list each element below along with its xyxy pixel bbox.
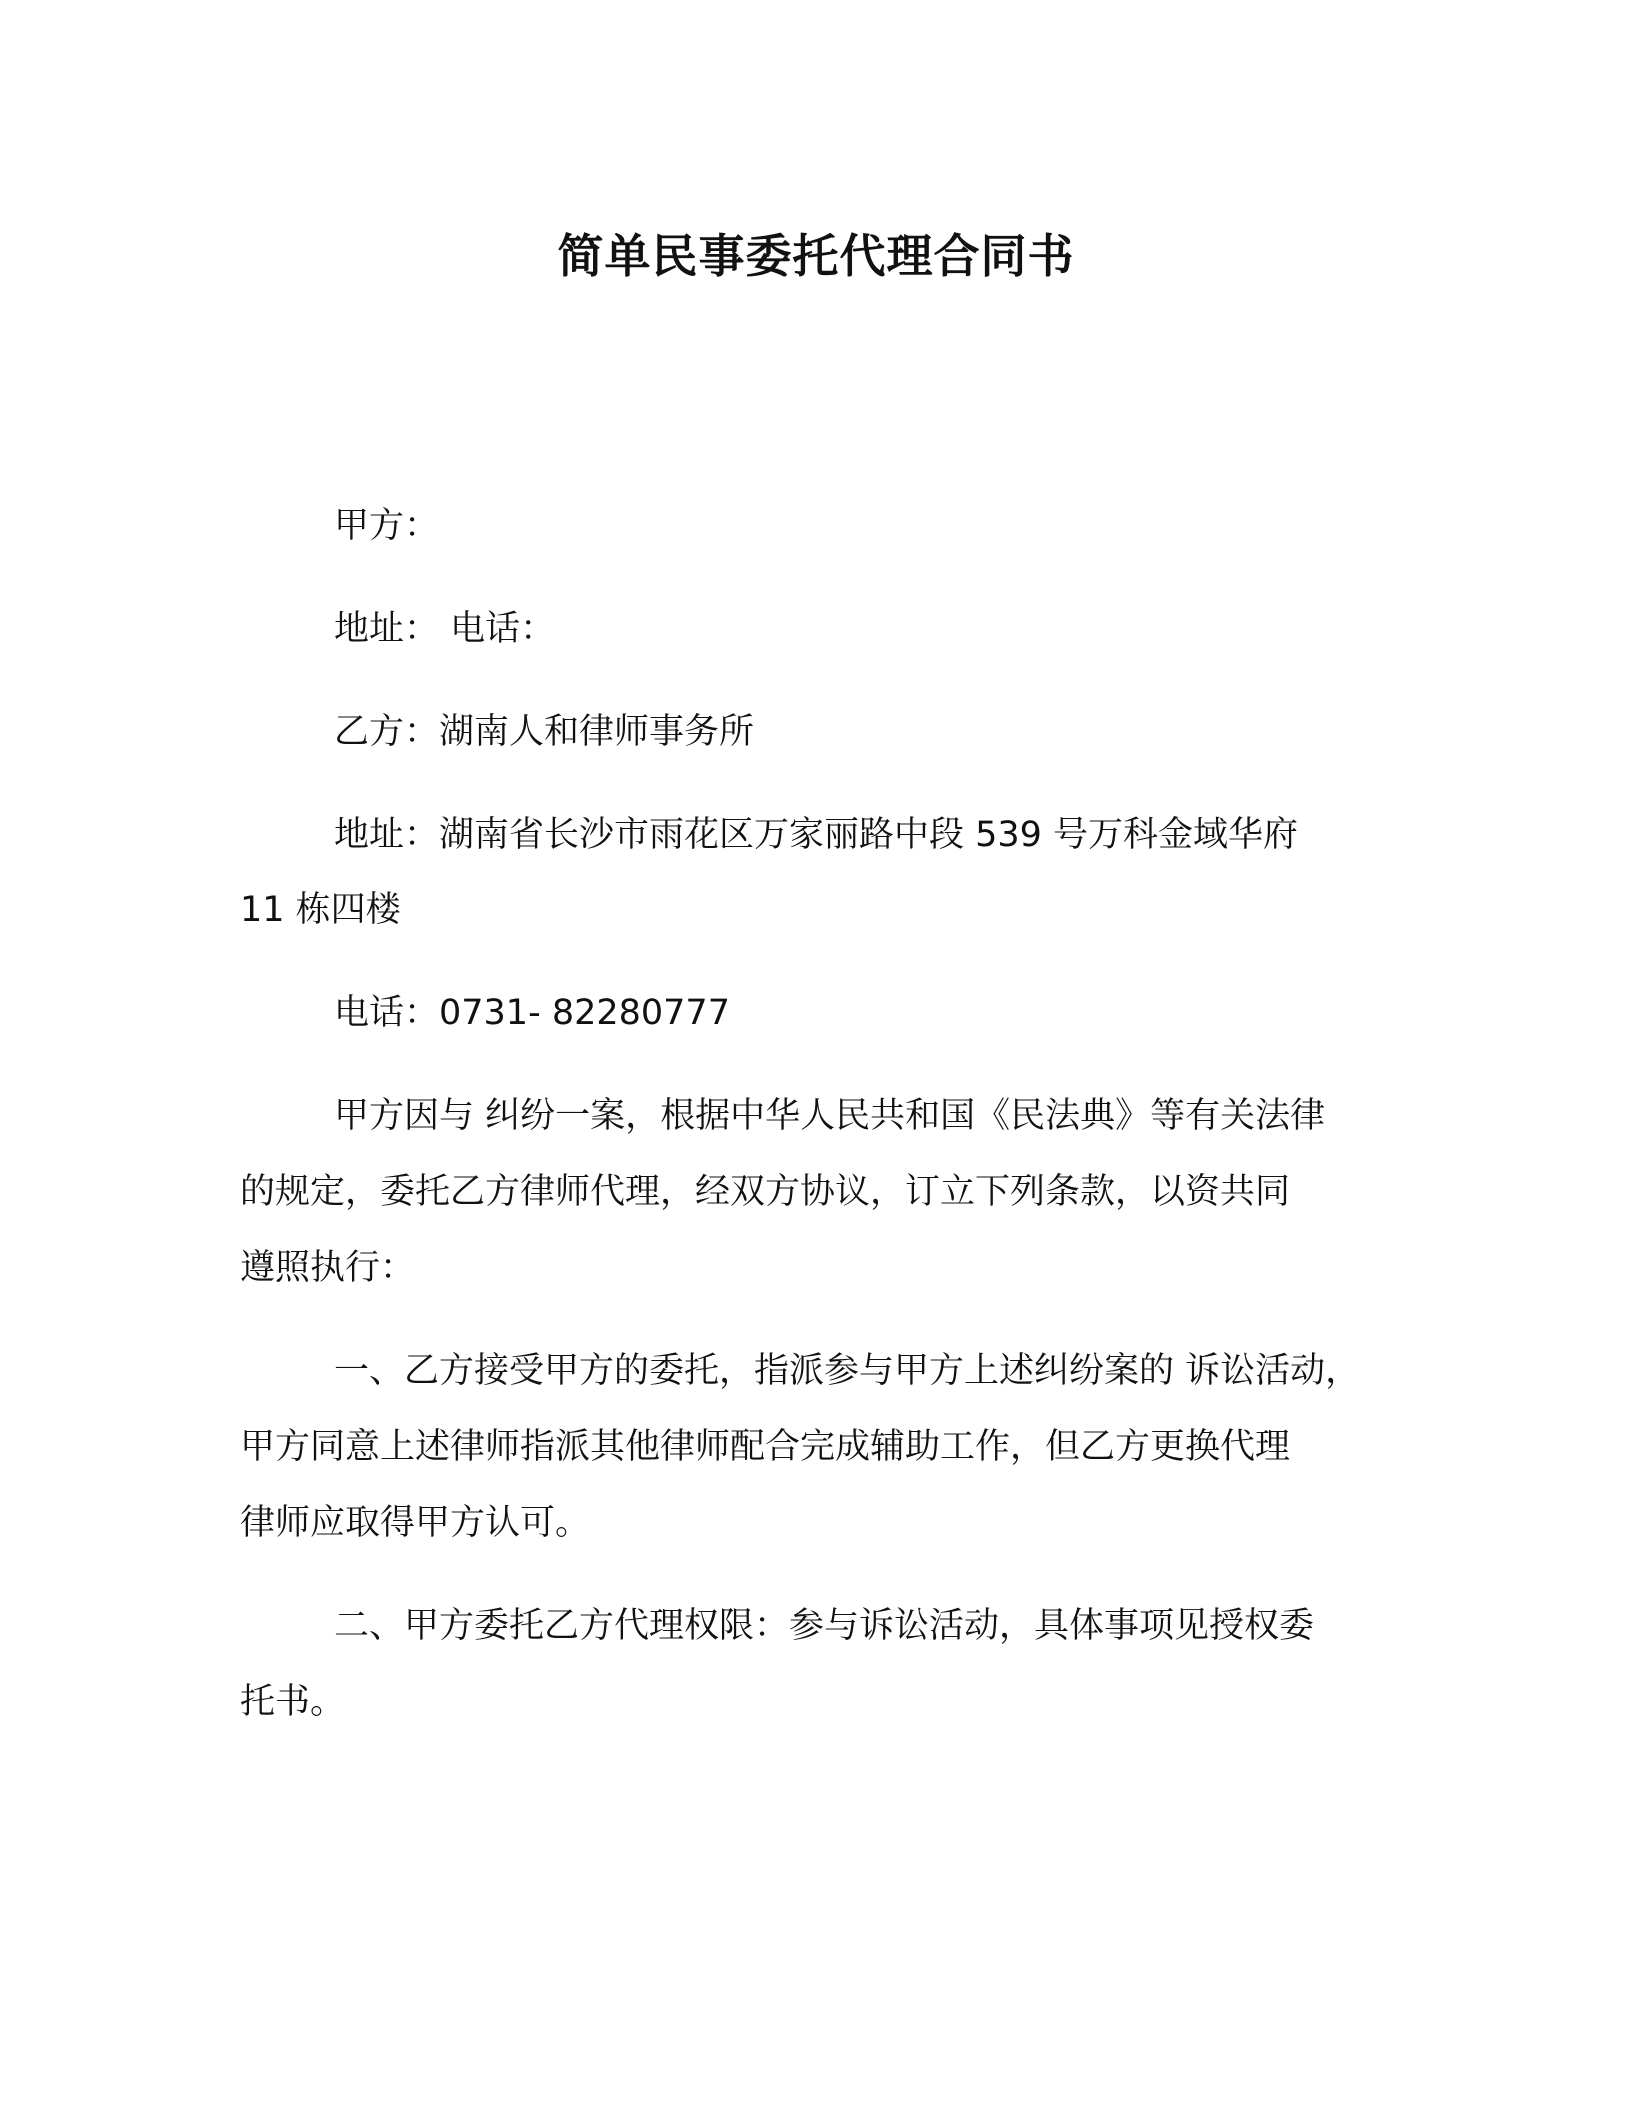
clause-2-line-1: 二、甲方委托乙方代理权限：参与诉讼活动，具体事项见授权委 (334, 1606, 1315, 1646)
clause-1-line-2: 甲方同意上述律师指派其他律师配合完成辅助工作，但乙方更换代理 (240, 1427, 1291, 1467)
party-b-address-line-1: 地址：湖南省长沙市雨花区万家丽路中段 539 号万科金域华府 (334, 815, 1299, 855)
clause-1-line-3: 律师应取得甲方认可。 (240, 1503, 591, 1543)
clause-1-line-1: 一、乙方接受甲方的委托，指派参与甲方上述纠纷案的 诉讼活动， (334, 1351, 1361, 1391)
party-b-line: 乙方：湖南人和律师事务所 (334, 712, 755, 752)
document-title: 简单民事委托代理合同书 (557, 229, 1075, 283)
preamble-line-3: 遵照执行： (240, 1248, 416, 1288)
party-a-address-phone-line: 地址： 电话： (334, 609, 556, 649)
clause-2-line-2: 托书。 (240, 1682, 346, 1722)
party-b-address-line-2: 11 栋四楼 (240, 890, 401, 930)
party-b-phone-line: 电话：0731- 82280777 (334, 993, 730, 1033)
preamble-line-2: 的规定，委托乙方律师代理，经双方协议，订立下列条款，以资共同 (240, 1172, 1291, 1212)
party-a-line: 甲方： (334, 506, 440, 546)
preamble-line-1: 甲方因与 纠纷一案，根据中华人民共和国《民法典》等有关法律 (334, 1096, 1326, 1136)
